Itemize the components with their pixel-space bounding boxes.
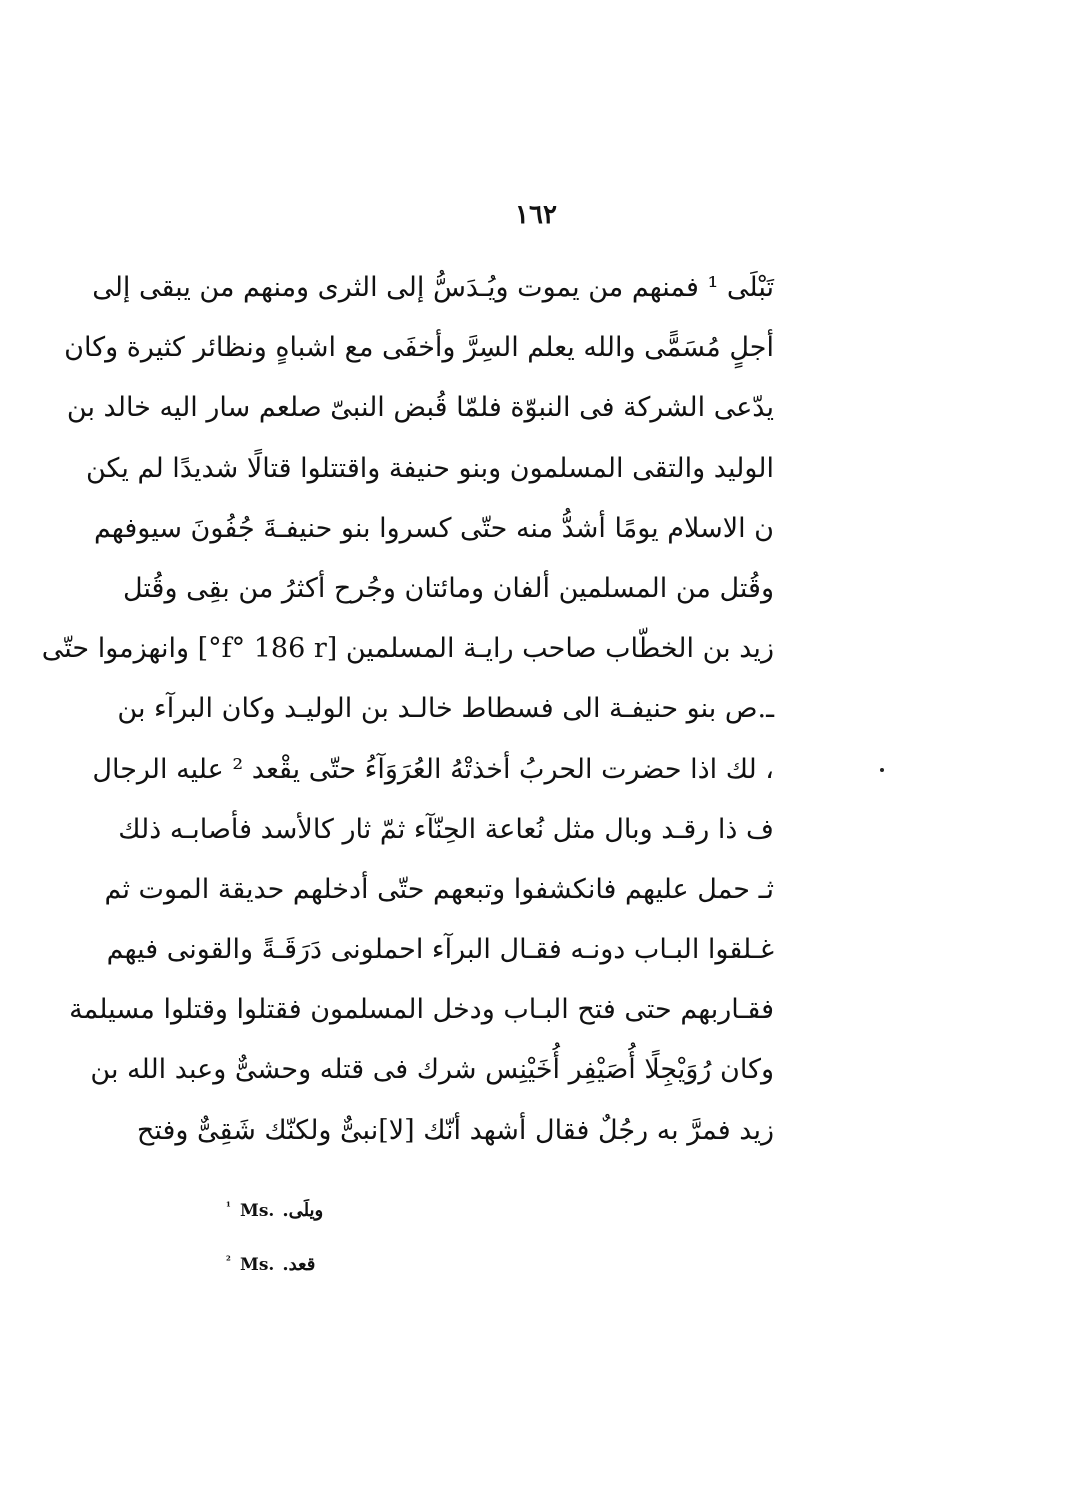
text-line: ، لك اذا حضرت الحربُ أخذتْهُ العُرَوَآءُ حتّى يقْعد ² عليه الرجال xyxy=(92,753,774,785)
footnote-reading: ويلَى. xyxy=(282,1200,324,1221)
text-line: زيد بن الخطّاب صاحب رايـة المسلمين [f° 186 r°] وانهزموا حتّى xyxy=(41,633,774,665)
text-line: غـلقوا البـاب دونـه فقـال البرآء احملونى دَرَقَـةً والقونى فيهم xyxy=(106,934,774,966)
body-text xyxy=(41,258,774,1161)
text-line: ثـ حمل عليهم فانكشفوا وتبعهم حتّى أدخلهم حديقة الموت ثم xyxy=(104,873,774,905)
text-line: ن الاسلام يومًا أشدُّ منه حتّى كسروا بنو حنيفـةَ جُفُونَ سيوفهم xyxy=(93,512,774,544)
text-line: يدّعى الشركة فى النبوّة فلمّا قُبض النبىّ صلعم سار اليه خالد بن xyxy=(66,392,774,424)
footnote-ms-label: Ms. xyxy=(240,1201,275,1221)
footnotes xyxy=(226,1200,526,1308)
text-line: تَبْلَى ¹ فمنهم من يموت ويُـدَسُّ إلى الثرى ومنهم من يبقى إلى xyxy=(92,272,774,303)
margin-dot xyxy=(880,768,884,772)
text-line: وكان رُوَيْجِلًا أُصَيْفِر أُخَيْنِس شرك فى قتله وحشىٌّ وعبد الله بن xyxy=(90,1054,774,1086)
text-line: فقـاربهم حتى فتح البـاب ودخل المسلمون فقتلوا وقتلوا مسيلمة xyxy=(69,994,774,1026)
text-line: أجلٍ مُسَمًّى والله يعلم السِرَّ وأخفَى مع اشباهٍ ونظائر كثيرة وكان xyxy=(64,332,774,364)
footnote-mark: ² xyxy=(226,1254,231,1267)
text-line: ـ.ص بنو حنيفـة الى فسطاط خالـد بن الوليـد وكان البرآء بن xyxy=(117,693,774,725)
page-number: ١٦٢ xyxy=(515,200,557,230)
text-line: ف ذا رقـد وبال مثل نُعاعة الحِنّآء ثمّ ثار كالأسد فأصابـه ذلك xyxy=(118,813,774,845)
footnote-ms-label: Ms. xyxy=(240,1255,275,1275)
text-line: الوليد والتقى المسلمون وبنو حنيفة واقتتلوا قتالًا شديدًا لم يكن xyxy=(85,452,774,484)
footnote xyxy=(226,1254,526,1308)
footnote-mark: ¹ xyxy=(226,1200,231,1213)
footnote-reading: قعد. xyxy=(282,1254,316,1275)
text-line: وقُتل من المسلمين ألفان ومائتان وجُرح أكثرُ من بقِى وقُتل xyxy=(122,572,774,604)
text-line: زيد فمرَّ به رجُلٌ فقال أشهد أنّك [لا]نبىٌّ ولكنّك شَقِىٌّ وفتح xyxy=(136,1114,774,1146)
footnote xyxy=(226,1200,526,1254)
